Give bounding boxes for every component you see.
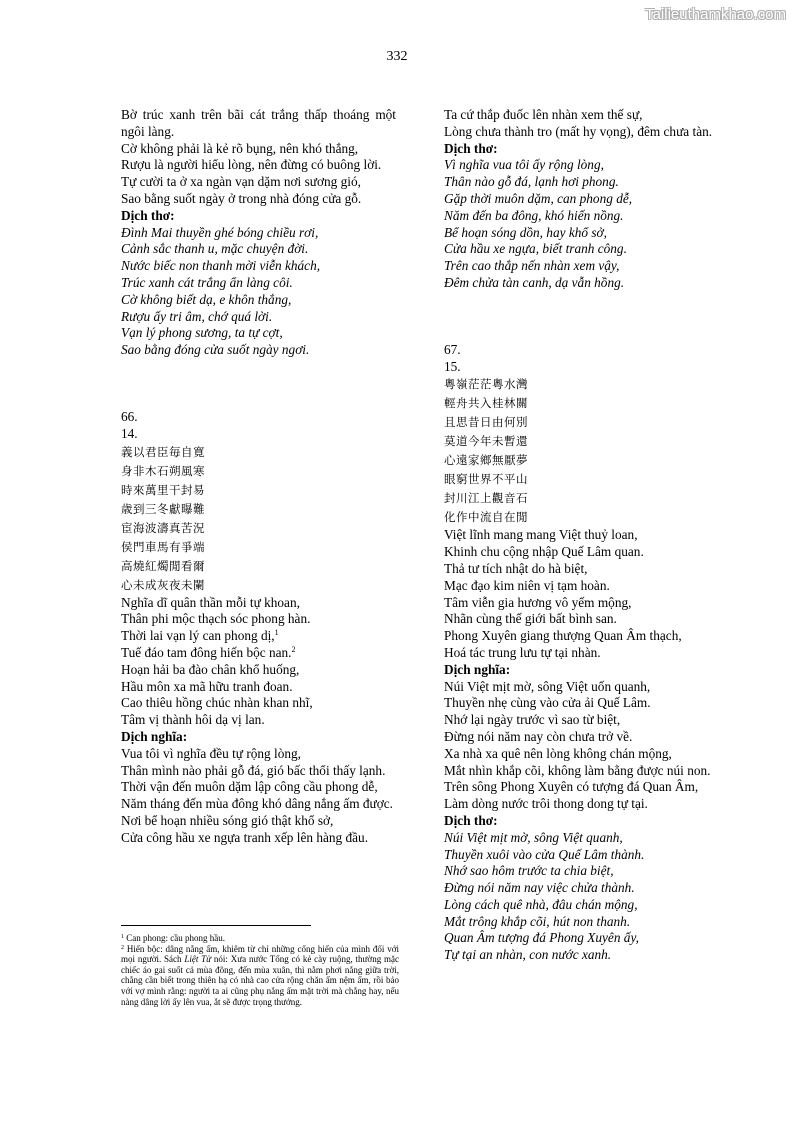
intro-line: Lòng chưa thành tro (mất hy vọng), đêm chưa tàn. bbox=[444, 123, 713, 139]
poem-line: Bể hoạn sóng dồn, hay khổ sở, bbox=[444, 224, 607, 240]
transliteration-line: Nhãn cùng thế giới bất bình san. bbox=[444, 611, 617, 627]
page-number: 332 bbox=[386, 49, 408, 64]
transliteration-line: Thả tư tích nhật do hà biệt, bbox=[444, 560, 588, 576]
intro-line: Rượu là người hiểu lòng, nên đừng có buông lời. bbox=[121, 157, 382, 173]
transliteration-line: Khinh chu cộng nhập Quế Lâm quan. bbox=[444, 544, 644, 560]
poem-line: Trên cao thắp nến nhàn xem vậy, bbox=[444, 258, 620, 274]
meaning-line: Nơi bể hoạn nhiều sóng gió thật khổ sở, bbox=[121, 812, 334, 828]
han-line: 義以君臣毎自寛 bbox=[121, 444, 205, 459]
meaning-line: Vua tôi vì nghĩa đều tự rộng lòng, bbox=[121, 745, 301, 761]
transliteration-line: Hoạn hải ba đào chân khổ huống, bbox=[121, 661, 300, 677]
transliteration-line: Phong Xuyên giang thượng Quan Âm thạch, bbox=[444, 628, 682, 644]
poem-line: Nhớ sao hôm trước ta chia biệt, bbox=[444, 863, 614, 879]
footnote-1: $^1$ Can phong: cầu phong hầu. bbox=[121, 933, 225, 943]
han-line: 眼窮世界不平山 bbox=[444, 472, 528, 487]
poem-heading: Dịch thơ: bbox=[444, 812, 498, 828]
footnotes bbox=[121, 933, 399, 1007]
poem-translation bbox=[444, 157, 746, 291]
han-line: 輕舟共入桂林關 bbox=[444, 396, 528, 411]
transliteration-line: Thời lai vạn lý can phong dị,$^1$ bbox=[121, 628, 279, 644]
poem-subnumber: 15. bbox=[444, 358, 461, 374]
poem-line: Mắt trông khắp cõi, hút non thanh. bbox=[444, 913, 631, 929]
footnote-2: $^2$ Hiến bộc: dâng nắng ấm, khiêm từ chỉ những cống hiến của mình đối với mọi người. Sách Liệt Tử nói: Xưa nước Tống có kẻ cày ruộng, thường mặc chiếc áo gai suốt cả mùa đông, đến mùa xuân, thì nằm phơi nắng giữa trời, chẳng cần biết trong thiên hạ có nhà cao cửa rộng chăn ấm nệm ấm, rồi bảo với vợ mình rằng: người ta ai cũng phụ nắng ấm mặt trời mà chẳng hay, nếu nàng dâng lời ấy lên vua, ắt sẽ được trọng thưởng. bbox=[121, 943, 400, 1007]
han-poem bbox=[121, 443, 396, 595]
intro-line: Sao bằng suốt ngày ở trong nhà đóng cửa gỗ. bbox=[121, 190, 362, 206]
poem-line: Cửa hầu xe ngựa, biết tranh công. bbox=[444, 241, 627, 257]
poem-number: 66. bbox=[121, 408, 138, 424]
right-column bbox=[444, 107, 746, 964]
poem-line: Núi Việt mịt mờ, sông Việt quanh, bbox=[444, 829, 623, 845]
han-line: 且思昔日由何別 bbox=[444, 415, 528, 430]
poem-line: Gặp thời muôn dặm, can phong dễ, bbox=[444, 190, 633, 206]
poem-line: Trúc xanh cát trắng ẩn làng côi. bbox=[121, 274, 293, 290]
meaning-line: Thân mình nào phải gỗ đá, gió bấc thổi thấy lạnh. bbox=[121, 762, 386, 778]
transliteration-line: Hầu môn xa mã hữu tranh đoan. bbox=[121, 678, 293, 694]
poem-line: Cảnh sắc thanh u, mặc chuyện đời. bbox=[121, 241, 309, 257]
poem-heading: Dịch thơ: bbox=[121, 207, 175, 223]
poem-line: Vì nghĩa vua tôi ấy rộng lòng, bbox=[444, 157, 604, 173]
footnote-ref: 2 bbox=[291, 644, 296, 654]
poem-line: Sao bằng đóng cửa suốt ngày ngơi. bbox=[121, 342, 310, 358]
meaning-line: Làm dòng nước trôi thong dong tự tại. bbox=[444, 796, 648, 812]
meaning-line: Núi Việt mịt mờ, sông Việt uốn quanh, bbox=[444, 678, 651, 694]
transliteration-line: Tâm vị thành hôi dạ vị lan. bbox=[121, 712, 265, 728]
meaning-line: Đừng nói năm nay còn chưa trở về. bbox=[444, 728, 633, 744]
han-line: 宦海波濤真苦況 bbox=[121, 520, 205, 535]
han-line: 莫道今年未暫還 bbox=[444, 434, 528, 449]
poem-line: Lòng cách quê nhà, đâu chán mộng, bbox=[444, 896, 638, 912]
transliteration-line: Tâm viễn gia hương vô yếm mộng, bbox=[444, 594, 632, 610]
left-column bbox=[121, 107, 396, 847]
transliteration-line: Nghĩa dĩ quân thần mỗi tự khoan, bbox=[121, 594, 300, 610]
poem-line: Đình Mai thuyền ghé bóng chiều rơi, bbox=[121, 224, 319, 240]
poem-line: Cờ không biết dạ, e khôn thắng, bbox=[121, 291, 292, 307]
meaning-line: Trên sông Phong Xuyên có tượng đá Quan Âm, bbox=[444, 779, 699, 795]
transliteration bbox=[444, 527, 746, 661]
han-line: 粵嶺茫茫粵水灣 bbox=[444, 377, 528, 392]
footnote-ref: 1 bbox=[274, 628, 279, 638]
intro-line: Tự cười ta ở xa ngàn vạn dặm nơi sương gió, bbox=[121, 174, 361, 190]
transliteration bbox=[121, 595, 396, 729]
intro-line: Cờ không phải là kẻ rõ bụng, nên khó thắng, bbox=[121, 140, 359, 156]
han-line: 高燒紅燭閒看爾 bbox=[121, 558, 205, 573]
poem-heading: Dịch thơ: bbox=[444, 140, 498, 156]
transliteration-line: Cao thiêu hồng chúc nhàn khan nhĩ, bbox=[121, 695, 313, 711]
meaning-heading: Dịch nghĩa: bbox=[121, 728, 188, 744]
han-line: 侯門車馬有爭端 bbox=[121, 539, 205, 554]
transliteration-line: Hoá tác trung lưu tự tại nhàn. bbox=[444, 644, 601, 660]
han-poem bbox=[444, 375, 746, 527]
meaning-line: Thuyền nhẹ cùng vào cửa ải Quế Lâm. bbox=[444, 695, 651, 711]
poem-subnumber: 14. bbox=[121, 425, 138, 441]
han-line: 化作中流自在閒 bbox=[444, 510, 528, 525]
poem-line: Đừng nói năm nay việc chửa thành. bbox=[444, 880, 635, 896]
meaning-line: Cửa công hầu xe ngựa tranh xếp lên hàng đầu. bbox=[121, 829, 369, 845]
poem-line: Quan Âm tượng đá Phong Xuyên ấy, bbox=[444, 930, 639, 946]
poem-translation bbox=[444, 830, 746, 964]
han-line: 時來萬里干封易 bbox=[121, 482, 205, 497]
poem-line: Rượu ấy tri âm, chớ quá lời. bbox=[121, 308, 273, 324]
transliteration-line: Mạc đạo kim niên vị tạm hoàn. bbox=[444, 577, 610, 593]
poem-number: 67. bbox=[444, 341, 461, 357]
watermark: Tailieuthamkhao.com bbox=[645, 6, 786, 23]
han-line: 身非木石朔風寒 bbox=[121, 463, 205, 478]
meaning-line: Xa nhà xa quê nên lòng không chán mộng, bbox=[444, 745, 672, 761]
footnote-divider bbox=[121, 925, 311, 926]
han-line: 封川江上觀音石 bbox=[444, 491, 528, 506]
poem-line: Nước biếc non thanh mời viễn khách, bbox=[121, 258, 321, 274]
meaning-heading: Dịch nghĩa: bbox=[444, 661, 511, 677]
meaning-line: Thời vận đến muôn dặm lập công cầu phong dễ, bbox=[121, 779, 378, 795]
poem-line: Thân nào gỗ đá, lạnh hơi phong. bbox=[444, 174, 619, 190]
poem-line: Năm đến ba đông, khó hiến nồng. bbox=[444, 207, 624, 223]
poem-line: Đêm chửa tàn canh, dạ vẫn hồng. bbox=[444, 274, 625, 290]
intro-line: Bờ trúc xanh trên bãi cát trắng thấp thoáng một ngôi làng. bbox=[121, 107, 396, 139]
han-line: 心遠家鄉無厭夢 bbox=[444, 453, 528, 468]
poem-line: Tự tại an nhàn, con nước xanh. bbox=[444, 947, 612, 963]
meaning-line: Nhớ lại ngày trước vì sao từ biệt, bbox=[444, 712, 621, 728]
transliteration-line: Thân phi mộc thạch sóc phong hàn. bbox=[121, 611, 311, 627]
transliteration-line: Việt lĩnh mang mang Việt thuỷ loan, bbox=[444, 527, 638, 543]
meaning-line: Năm tháng đến mùa đông khó dâng nắng ấm được. bbox=[121, 796, 393, 812]
han-line: 心未成灰夜未闌 bbox=[121, 577, 205, 592]
poem-line: Vạn lý phong sương, ta tự cợt, bbox=[121, 325, 283, 341]
poem-translation bbox=[121, 225, 396, 359]
transliteration-line: Tuế đáo tam đông hiến bộc nan.$^2$ bbox=[121, 644, 296, 660]
poem-line: Thuyền xuôi vào cửa Quế Lâm thành. bbox=[444, 846, 645, 862]
han-line: 歳到三冬獻曝難 bbox=[121, 501, 205, 516]
intro-line: Ta cứ thắp đuốc lên nhàn xem thế sự, bbox=[444, 107, 643, 122]
meaning-line: Mắt nhìn khắp cõi, không làm bằng được núi non. bbox=[444, 762, 711, 778]
